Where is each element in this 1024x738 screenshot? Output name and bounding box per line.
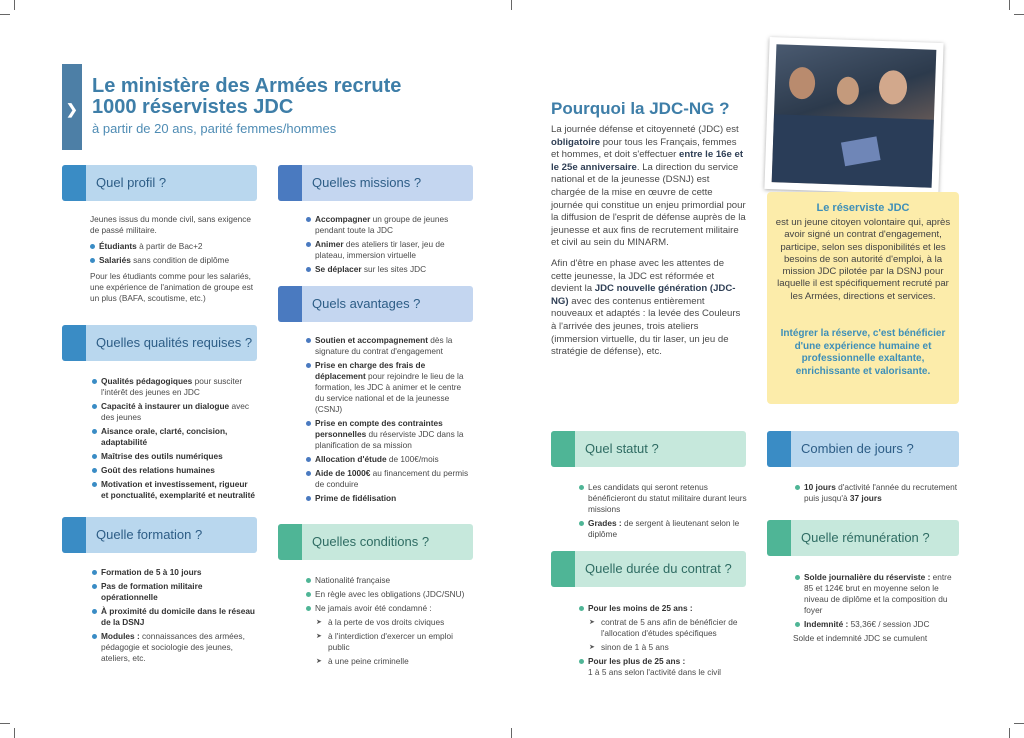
profil-list <box>90 241 258 266</box>
body-text: Afin d'être en phase avec les attentes de cette jeunesse, la JDC est réformée et devient la <box>551 257 725 295</box>
photo-image <box>772 44 937 187</box>
list-item-text: 53,36€ / session JDC <box>848 619 930 629</box>
list-item <box>795 572 959 616</box>
list-item-text: de sergent à lieutenant selon le diplôme <box>588 518 740 539</box>
list-item-text: au financement du permis de conduire <box>315 468 469 489</box>
list-item: Ne jamais avoir été condamné : <box>306 603 471 614</box>
section-heading: Quelle durée du contrat ? <box>585 561 732 576</box>
profil-note: Pour les étudiants comme pour les salariés, une expérience de l'animation de groupe est un plus (BAFA, scoutisme, etc.) <box>90 271 254 303</box>
list-item-strong: 10 jours <box>804 482 836 492</box>
list-item-strong: Grades : <box>588 518 622 528</box>
statut-body <box>579 482 747 543</box>
page-subtitle: à partir de 20 ans, parité femmes/hommes <box>92 121 337 136</box>
pourquoi-body <box>551 124 746 367</box>
conditions-body <box>306 575 471 670</box>
section-heading: Quelles conditions ? <box>312 534 430 549</box>
chevron-right-icon: ❯ <box>66 101 78 117</box>
section-heading: Quels avantages ? <box>312 296 421 311</box>
section-tab <box>278 286 302 322</box>
list-item-strong: Pas de formation militaire opérationnelle <box>101 581 203 602</box>
list-item-strong: Motivation et investissement, rigueur et ponctualité, exemplarité et neutralité <box>101 479 255 500</box>
list-item-strong: Animer <box>315 239 344 249</box>
list-item <box>92 581 257 603</box>
section-formation <box>62 517 257 553</box>
sub-item: ➤ à une peine criminelle <box>306 656 471 667</box>
list-item-strong: Aide de 1000€ <box>315 468 371 478</box>
photo-face <box>789 67 816 100</box>
sub-item: ➤ à l'interdiction d'exercer un emploi public <box>306 631 471 653</box>
list-item <box>306 239 471 261</box>
list-item-text: avec des jeunes <box>101 401 250 422</box>
qualites-list <box>92 376 257 501</box>
list-item-strong: Modules : <box>101 631 140 641</box>
section-tab <box>62 325 86 361</box>
list-item <box>306 418 471 451</box>
section-tab <box>278 524 302 560</box>
section-tab <box>551 431 575 467</box>
list-item-strong: Prime de fidélisation <box>315 493 397 503</box>
list-item <box>92 606 257 628</box>
list-item-strong: Salariés <box>99 255 131 265</box>
list-item-strong: Allocation d'étude <box>315 454 387 464</box>
page-title: Le ministère des Armées recrute 1000 réservistes JDC <box>92 75 402 118</box>
pourquoi-paragraph-2 <box>551 258 746 359</box>
sub-item: ➤ à la perte de vos droits civiques <box>306 617 471 628</box>
section-heading: Combien de jours ? <box>801 441 914 456</box>
section-profil <box>62 165 257 201</box>
remuneration-note: Solde et indemnité JDC se cumulent <box>793 633 928 643</box>
emphasis-text: entre le 16e et le 25e anniversaire <box>551 149 744 173</box>
list-item-text: pour rejoindre le lieu de la formation, les JDC à animer et le centre du service national et de la jeunesse (CSNJ) <box>315 371 464 414</box>
formation-list <box>92 567 257 664</box>
section-heading: Quelles qualités requises ? <box>96 335 253 350</box>
section-duree <box>551 551 746 587</box>
list-item <box>579 482 747 515</box>
sub-item: ➤ contrat de 5 ans afin de bénéficier de l'allocation d'études spécifiques <box>579 617 747 639</box>
list-item <box>306 493 471 504</box>
section-tab <box>62 517 86 553</box>
section-heading: Quel profil ? <box>96 175 167 190</box>
reserviste-title: Le réserviste JDC <box>816 202 910 214</box>
pourquoi-title: Pourquoi la JDC-NG ? <box>551 99 730 118</box>
list-item <box>306 468 471 490</box>
list-item <box>306 454 471 465</box>
body-text: pour tous les Français, femmes et hommes, et doit s'effectuer <box>551 136 737 161</box>
emphasis-text: obligatoire <box>551 136 601 148</box>
list-item <box>306 360 471 415</box>
list-item-strong: Soutien et accompagnement <box>315 335 428 345</box>
list-item-strong: Solde journalière du réserviste : <box>804 572 931 582</box>
qualites-body <box>92 376 257 504</box>
jours-list <box>795 482 959 504</box>
reserviste-cta: Intégrer la réserve, c'est bénéficier d'une expérience humaine et professionnelle exaltante, enrichissante et valorisante. <box>780 328 946 377</box>
list-item <box>90 241 258 252</box>
profil-intro: Jeunes issus du monde civil, sans exigence de passé militaire. <box>90 214 251 235</box>
section-remuneration <box>767 520 959 556</box>
reserviste-body: est un jeune citoyen volontaire qui, après avoir signé un contrat d'engagement, participe, selon ses disponibilités et les besoins de son autorité d'emploi, à la mission JDC pilotée par la DSNJ pour laquelle il est spécifiquement recruté par les Armées, directions et services. <box>775 217 951 302</box>
section-avantages <box>278 286 473 322</box>
list-item-strong: Se déplacer <box>315 264 362 274</box>
list-item-text: du réserviste JDC dans la planification de sa mission <box>315 429 464 450</box>
emphasis-text: JDC nouvelle génération (JDC-NG) <box>551 283 736 307</box>
list-item-text: connaissances des armées, pédagogie et sociologie des jeunes, ateliers, etc. <box>101 631 245 663</box>
section-qualites <box>62 325 257 361</box>
list-item <box>92 465 257 476</box>
list-item <box>795 619 959 630</box>
section-missions <box>278 165 473 201</box>
list-item <box>92 426 257 448</box>
reserviste-callout <box>767 192 959 404</box>
list-item-text: d'activité l'année du recrutement puis jusqu'à <box>804 482 958 503</box>
statut-list <box>579 482 747 540</box>
section-heading: Quel statut ? <box>585 441 659 456</box>
list-item: En règle avec les obligations (JDC/SNU) <box>306 589 471 600</box>
list-item <box>90 255 258 266</box>
list-item-strong: Pour les plus de 25 ans : <box>588 656 686 666</box>
list-item-strong: Formation de 5 à 10 jours <box>101 567 202 577</box>
list-item-text: sans condition de diplôme <box>130 255 230 265</box>
list-item: Nationalité française <box>306 575 471 586</box>
list-item-strong: Aisance orale, clarté, concision, adaptabilité <box>101 426 228 447</box>
photo-face <box>878 70 907 105</box>
list-item <box>579 518 747 540</box>
remuneration-list <box>795 572 959 630</box>
missions-list <box>306 214 471 275</box>
missions-body <box>306 214 471 278</box>
list-item <box>306 264 471 275</box>
section-tab <box>767 431 791 467</box>
section-tab <box>62 165 86 201</box>
list-item-text: dès la signature du contrat d'engagement <box>315 335 453 356</box>
section-tab <box>551 551 575 587</box>
body-text: avec des contenus entièrement nouveaux et adaptés : la levée des Couleurs à l'arrivée des jeunes, trois ateliers (immersion virtuelle, du tir laser, un jeu de stratégie de défense), etc. <box>551 295 741 358</box>
list-item-text: pour susciter l'intérêt des jeunes en JDC <box>101 376 243 397</box>
avantages-body <box>306 335 471 507</box>
duree-list <box>579 603 747 678</box>
list-item-strong: Étudiants <box>99 241 137 251</box>
list-item-strong: Maîtrise des outils numériques <box>101 451 223 461</box>
sub-item: ➤ sinon de 1 à 5 ans <box>579 642 747 653</box>
section-jours <box>767 431 959 467</box>
list-item <box>92 567 257 578</box>
formation-body <box>92 567 257 667</box>
section-statut <box>551 431 746 467</box>
list-item-strong: Qualités pédagogiques <box>101 376 193 386</box>
section-heading: Quelles missions ? <box>312 175 422 190</box>
photo-young-people <box>764 37 943 195</box>
list-item-strong: Prise en compte des contraintes personnelles <box>315 418 443 439</box>
list-item-text: 1 à 5 ans selon l'activité dans le civil <box>588 667 722 677</box>
list-item <box>306 214 471 236</box>
section-heading: Quelle formation ? <box>96 527 203 542</box>
avantages-list <box>306 335 471 504</box>
list-item <box>579 603 747 614</box>
list-item <box>579 656 747 678</box>
list-item <box>92 451 257 462</box>
jours-body <box>795 482 959 507</box>
list-item-strong: Goût des relations humaines <box>101 465 215 475</box>
section-tab <box>767 520 791 556</box>
list-item <box>92 376 257 398</box>
list-item <box>795 482 959 504</box>
section-heading: Quelle rémunération ? <box>801 530 930 545</box>
photo-face <box>836 76 859 105</box>
list-item-strong: Capacité à instaurer un dialogue <box>101 401 230 411</box>
list-item-text: à partir de Bac+2 <box>136 241 203 251</box>
profil-body <box>90 214 258 309</box>
section-conditions <box>278 524 473 560</box>
duree-body <box>579 603 747 681</box>
list-item-text: Les candidats qui seront retenus bénéficieront du statut militaire durant leurs missions <box>588 482 747 514</box>
list-item <box>92 479 257 501</box>
list-item-text: des ateliers tir laser, jeu de plateau, immersion virtuelle <box>315 239 445 260</box>
conditions-list <box>306 575 471 667</box>
list-item-strong: À proximité du domicile dans le réseau de la DSNJ <box>101 606 255 627</box>
list-item-strong: Pour les moins de 25 ans : <box>588 603 693 613</box>
list-item <box>92 401 257 423</box>
list-item <box>92 631 257 664</box>
list-item-strong: Accompagner <box>315 214 371 224</box>
list-item-text: un groupe de jeunes pendant toute la JDC <box>315 214 449 235</box>
section-tab <box>278 165 302 201</box>
body-text: . La direction du service national et de la jeunesse (DSNJ) est chargée de la mise en œuvre de cette journée qui constitue un enjeu primordial pour la diffusion de l'esprit de défense auprès de la jeunesse et aux fins de recrutement militaire et civil au sein du MINARM. <box>551 161 746 249</box>
list-item-text: de 100€/mois <box>386 454 439 464</box>
list-item-text: sur les sites JDC <box>361 264 427 274</box>
list-item-text: entre 85 et 124€ brut en moyenne selon le niveau de diplôme et la composition du foyer <box>804 572 952 615</box>
list-item-strong: 37 jours <box>849 493 882 503</box>
remuneration-body <box>795 572 959 649</box>
list-item-strong: Prise en charge des frais de déplacement <box>315 360 426 381</box>
pourquoi-paragraph-1 <box>551 124 746 250</box>
list-item-strong: Indemnité : <box>804 619 849 629</box>
list-item <box>306 335 471 357</box>
body-text: La journée défense et citoyenneté (JDC) est <box>551 124 739 135</box>
